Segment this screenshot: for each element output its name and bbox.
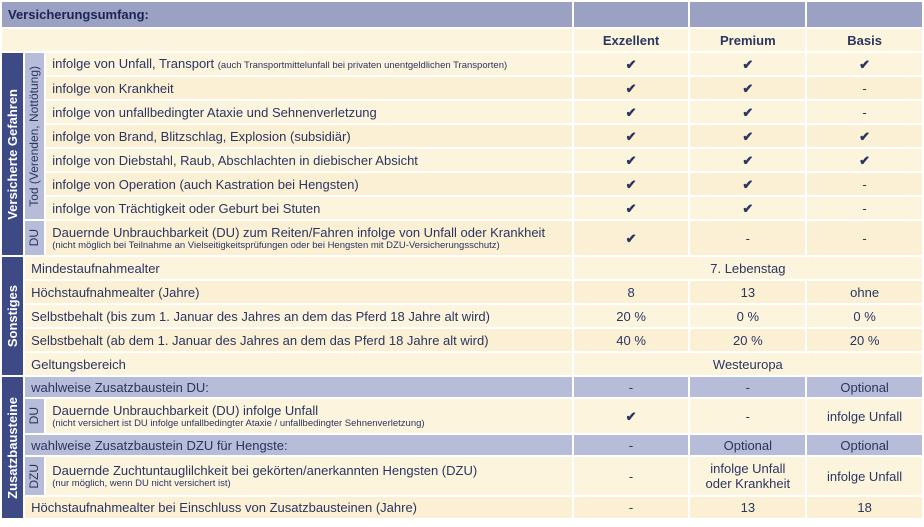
row-label: infolge von Trächtigkeit oder Geburt bei Stuten [46, 197, 571, 219]
section-du: DU [25, 221, 44, 255]
check-icon: ✔ [690, 149, 805, 171]
table-row [2, 457, 922, 495]
value-cell: 20 % [807, 329, 922, 351]
dash-value: - [807, 77, 922, 99]
value-cell: ohne [807, 281, 922, 303]
check-icon: ✔ [574, 101, 689, 123]
table-row [2, 353, 922, 375]
col-exzellent: Exzellent [574, 29, 689, 51]
table-row [2, 435, 922, 455]
row-label: wahlweise Zusatzbaustein DU: [25, 377, 572, 397]
row-label: infolge von Diebstahl, Raub, Abschlachten in diebischer Absicht [46, 149, 571, 171]
table-row [2, 101, 922, 123]
value-cell: Westeuropa [574, 353, 922, 375]
dash-value: - [807, 173, 922, 195]
row-label: infolge von Krankheit [46, 77, 571, 99]
check-icon: ✔ [690, 197, 805, 219]
row-label: Dauernde Unbrauchbarkeit (DU) zum Reiten/Fahren infolge von Unfall oder Krankheit (nicht möglich bei Teilnahme an Vielseitigkeitsprüfungen oder bei Hengsten mit DZU-Versicherungsschutz) [46, 221, 571, 255]
row-label: wahlweise Zusatzbaustein DZU für Hengste: [25, 435, 572, 455]
table-row [2, 149, 922, 171]
section-du: DU [25, 399, 44, 433]
table-row [2, 221, 922, 255]
section-dzu: DZU [25, 457, 44, 495]
dash-value: - [690, 399, 805, 433]
row-label: Dauernde Zuchtuntauglilchkeit bei gekörten/anerkannten Hengsten (DZU) (nur möglich, wenn DU nicht versichert ist) [46, 457, 571, 495]
check-icon: ✔ [690, 101, 805, 123]
value-cell: 18 [807, 497, 922, 518]
row-label: infolge von Brand, Blitzschlag, Explosion (subsidiär) [46, 125, 571, 147]
dash-value: - [690, 221, 805, 255]
row-label: Selbstbehalt (bis zum 1. Januar des Jahres an dem das Pferd 18 Jahre alt wird) [25, 305, 572, 327]
check-icon: ✔ [574, 399, 689, 433]
section-tod: Tod (Verenden, Nottötung) [25, 53, 44, 219]
section-sonstiges: Sonstiges [2, 257, 23, 375]
dash-value: - [574, 377, 689, 397]
table-row [2, 329, 922, 351]
row-label: infolge von unfallbedingter Ataxie und Sehnenverletzung [46, 101, 571, 123]
table-row [2, 399, 922, 433]
check-icon: ✔ [574, 173, 689, 195]
optional-badge: Optional [807, 377, 922, 397]
row-label: infolge von Operation (auch Kastration bei Hengsten) [46, 173, 571, 195]
col-basis: Basis [807, 29, 922, 51]
row-label: Selbstbehalt (ab dem 1. Januar des Jahres an dem das Pferd 18 Jahre alt wird) [25, 329, 572, 351]
table-row [2, 197, 922, 219]
column-header-row [2, 29, 922, 51]
section-versicherte-gefahren: Versicherte Gefahren [2, 53, 23, 255]
value-cell: 0 % [807, 305, 922, 327]
value-cell: infolge Unfall [807, 399, 922, 433]
dash-value: - [807, 101, 922, 123]
row-label: Höchstaufnahmealter bei Einschluss von Zusatzbausteinen (Jahre) [25, 497, 572, 518]
value-cell: 13 [690, 281, 805, 303]
title-row [2, 2, 922, 27]
table-row [2, 377, 922, 397]
check-icon: ✔ [807, 149, 922, 171]
check-icon: ✔ [574, 125, 689, 147]
check-icon: ✔ [690, 77, 805, 99]
optional-badge: Optional [690, 435, 805, 455]
table-row [2, 497, 922, 518]
check-icon: ✔ [807, 125, 922, 147]
table-row [2, 53, 922, 75]
row-label: Geltungsbereich [25, 353, 572, 375]
row-label: Höchstaufnahmealter (Jahre) [25, 281, 572, 303]
col-premium: Premium [690, 29, 805, 51]
value-cell: 8 [574, 281, 689, 303]
table-row [2, 257, 922, 279]
value-cell: infolge Unfall [807, 457, 922, 495]
value-cell: 13 [690, 497, 805, 518]
table-row [2, 125, 922, 147]
table-row [2, 77, 922, 99]
table-row [2, 281, 922, 303]
dash-value: - [807, 197, 922, 219]
dash-value: - [807, 221, 922, 255]
value-cell: 20 % [574, 305, 689, 327]
dash-value: - [690, 377, 805, 397]
check-icon: ✔ [690, 173, 805, 195]
check-icon: ✔ [807, 53, 922, 75]
value-cell: 40 % [574, 329, 689, 351]
dash-value: - [574, 435, 689, 455]
row-label: Mindestaufnahmealter [25, 257, 572, 279]
check-icon: ✔ [690, 53, 805, 75]
check-icon: ✔ [574, 77, 689, 99]
check-icon: ✔ [574, 197, 689, 219]
table-row [2, 305, 922, 327]
row-label: Dauernde Unbrauchbarkeit (DU) infolge Unfall (nicht versichert ist DU infolge unfallbedingter Ataxie / unfallbedingter Sehnenverletzung) [46, 399, 571, 433]
value-cell: 7. Lebenstag [574, 257, 922, 279]
section-title: Versicherungsumfang: [2, 2, 572, 27]
value-cell: infolge Unfall oder Krankheit [690, 457, 805, 495]
section-zusatzbausteine: Zusatzbausteine [2, 377, 23, 518]
dash-value: - [574, 457, 689, 495]
value-cell: 0 % [690, 305, 805, 327]
dash-value: - [574, 497, 689, 518]
check-icon: ✔ [690, 125, 805, 147]
table-row [2, 173, 922, 195]
row-label: infolge von Unfall, Transport (auch Transportmittelunfall bei privaten unentgeldlichen Transporten) [46, 53, 571, 75]
check-icon: ✔ [574, 53, 689, 75]
value-cell: 20 % [690, 329, 805, 351]
check-icon: ✔ [574, 221, 689, 255]
check-icon: ✔ [574, 149, 689, 171]
optional-badge: Optional [807, 435, 922, 455]
